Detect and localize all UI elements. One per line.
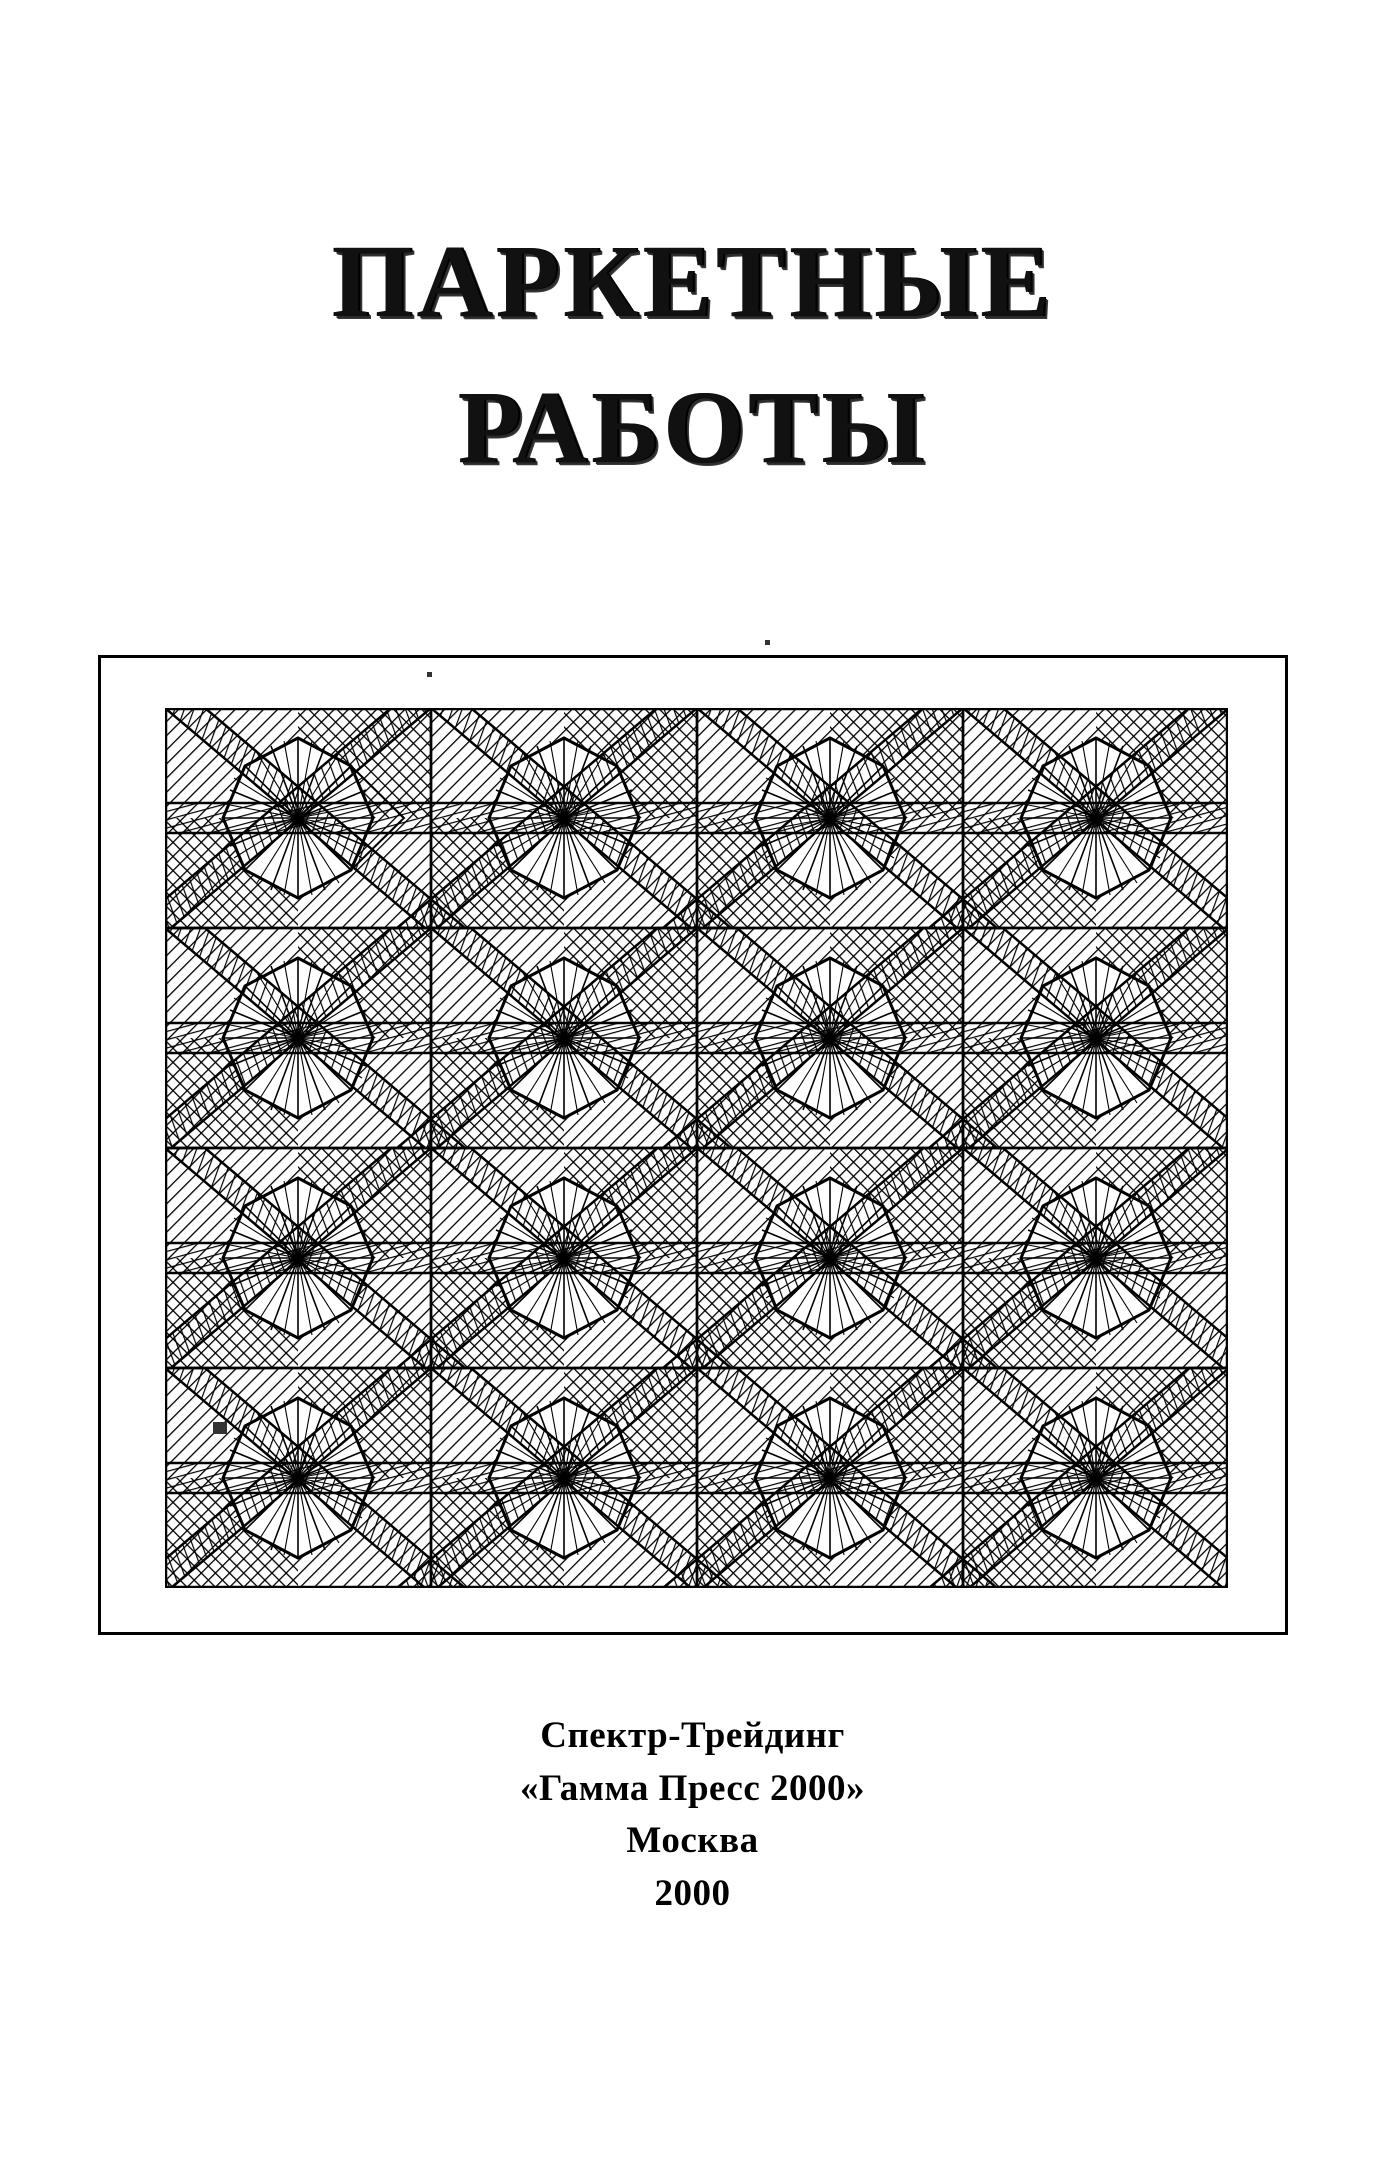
imprint-block [0, 1710, 1385, 1920]
scan-speck [213, 1422, 227, 1434]
illustration-frame [98, 655, 1288, 1635]
title-line-2: РАБОТЫ [457, 370, 928, 485]
imprint-publisher: Спектр-Трейдинг [540, 1715, 845, 1756]
page-title [0, 224, 1385, 485]
scan-speck [427, 672, 432, 677]
parquet-pattern-illustration [165, 708, 1228, 1588]
imprint-press: «Гамма Пресс 2000» [519, 1767, 866, 1809]
title-line-1: ПАРКЕТНЫЕ [331, 224, 1054, 339]
scan-speck [765, 640, 770, 645]
imprint-year: 2000 [654, 1872, 731, 1914]
imprint-city: Москва [626, 1820, 759, 1862]
